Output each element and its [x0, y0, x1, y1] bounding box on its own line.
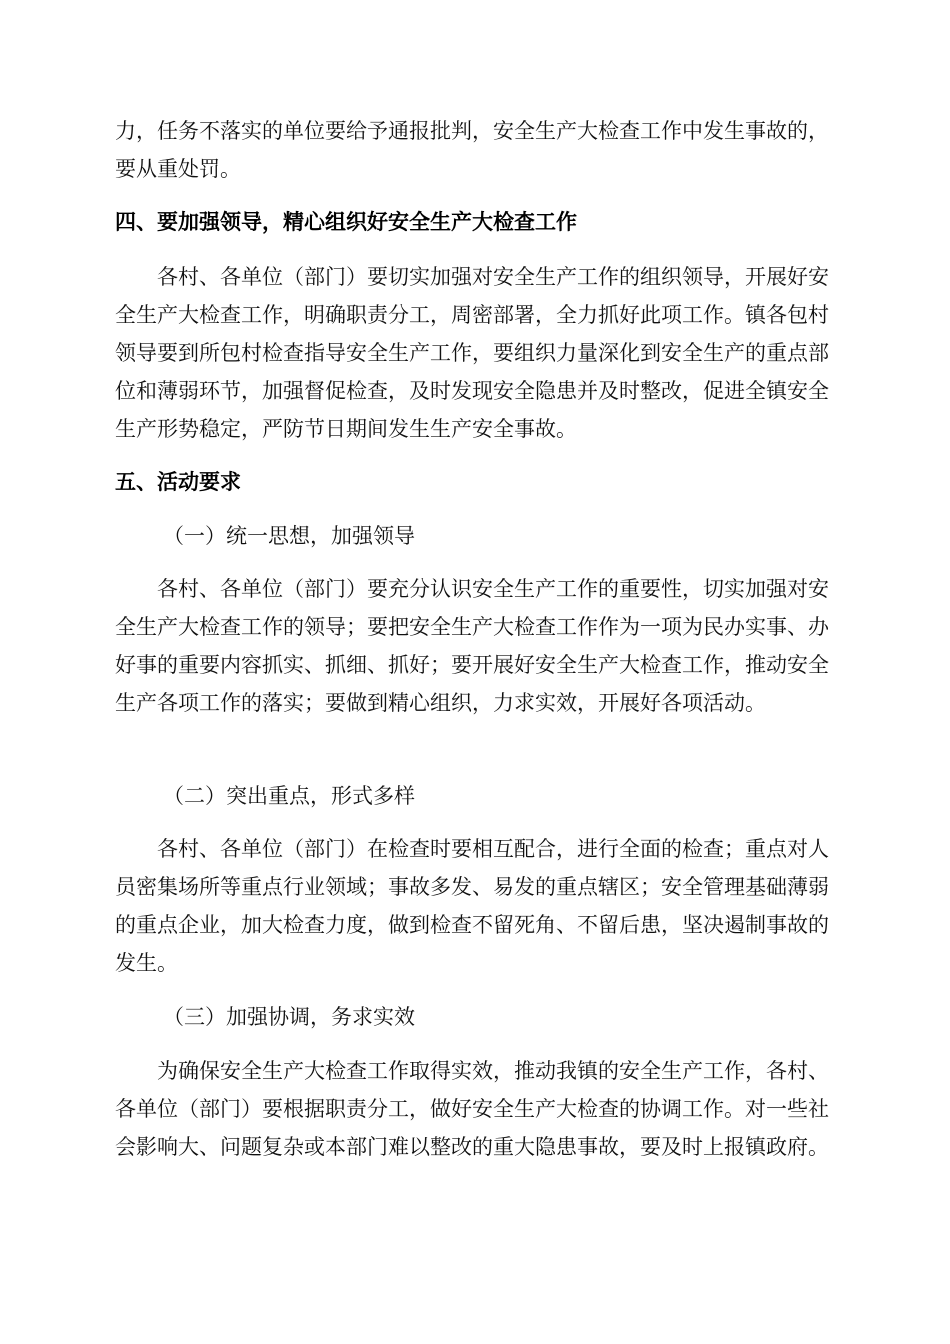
paragraph-section-4: 各村、各单位（部门）要切实加强对安全生产工作的组织领导，开展好安全生产大检查工作，明确职责分工，周密部署，全力抓好此项工作。镇各包村领导要到所包村检查指导安全生产工作，要组织力量深化到安全生产的重点部位和薄弱环节，加强督促检查，及时发现安全隐患并及时整改，促进全镇安全生产形势稳定，严防节日期间发生生产安全事故。	[115, 265, 829, 441]
subsection-heading-1: （一）统一思想，加强领导	[163, 524, 415, 548]
paragraph-subsection-1: 各村、各单位（部门）要充分认识安全生产工作的重要性，切实加强对安全生产大检查工作的领导；要把安全生产大检查工作作为一项为民办实事、办好事的重要内容抓实、抓细、抓好；要开展好安全生产大检查工作，推动安全生产各项工作的落实；要做到精心组织，力求实效，开展好各项活动。	[115, 577, 829, 715]
subsection-heading-2: （二）突出重点，形式多样	[163, 784, 415, 808]
paragraph-continuation: 力，任务不落实的单位要给予通报批判，安全生产大检查工作中发生事故的，要从重处罚。	[115, 119, 829, 181]
section-heading-4: 四、要加强领导，精心组织好安全生产大检查工作	[115, 210, 577, 234]
paragraph-subsection-2: 各村、各单位（部门）在检查时要相互配合，进行全面的检查；重点对人员密集场所等重点行业领域；事故多发、易发的重点辖区；安全管理基础薄弱的重点企业，加大检查力度，做到检查不留死角、不留后患，坚决遏制事故的发生。	[115, 837, 829, 975]
subsection-heading-3: （三）加强协调，务求实效	[163, 1005, 415, 1029]
paragraph-subsection-3: 为确保安全生产大检查工作取得实效，推动我镇的安全生产工作，各村、各单位（部门）要根据职责分工，做好安全生产大检查的协调工作。对一些社会影响大、问题复杂或本部门难以整改的重大隐患事故，要及时上报镇政府。	[115, 1059, 829, 1159]
section-heading-5: 五、活动要求	[115, 470, 241, 494]
